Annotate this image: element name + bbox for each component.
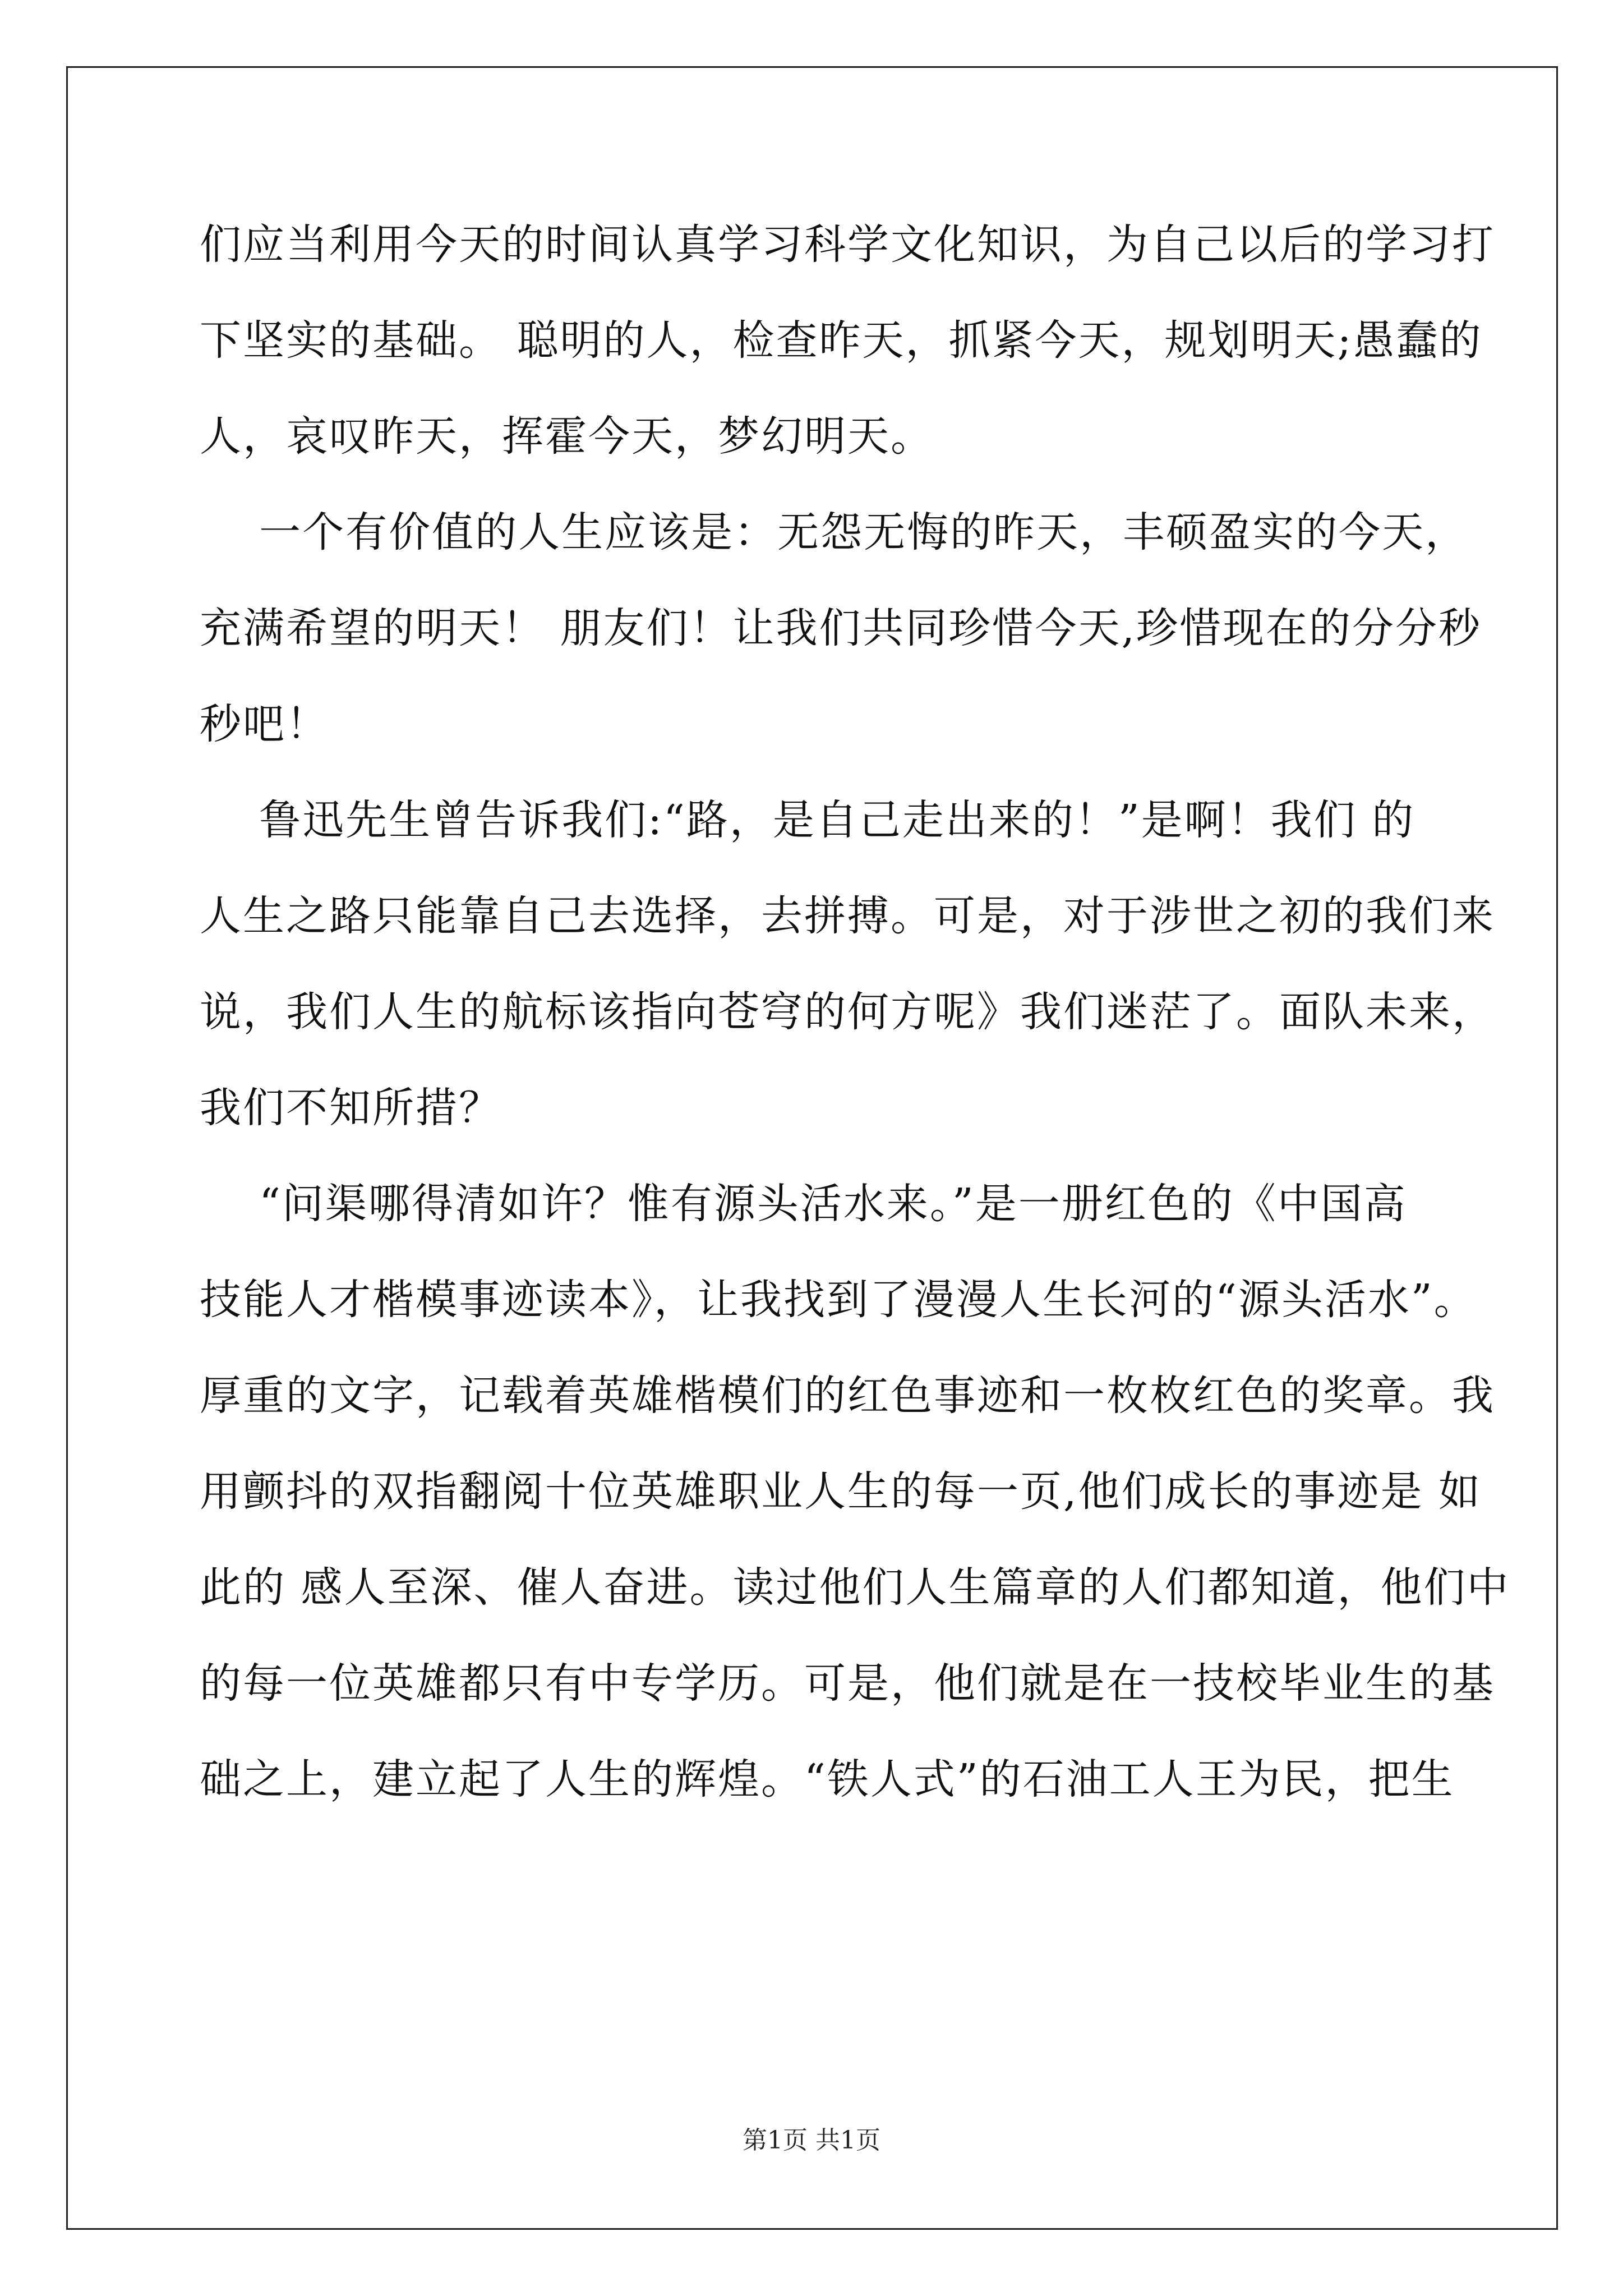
text-line: 的每一位英雄都只有中专学历。可是，他们就是在一技校毕业生的基 (200, 1659, 1495, 1708)
text-line: 们应当利用今天的时间认真学习科学文化知识，为自己以后的学习打 (200, 220, 1495, 269)
text-line: 一个有价值的人生应该是：无怨无悔的昨天，丰硕盈实的今天， (200, 508, 1469, 556)
page-border (66, 66, 1558, 2230)
text-line: 用颤抖的双指翻阅十位英雄职业人生的每一页,他们成长的事迹是 如 (200, 1467, 1482, 1516)
text-line: “问渠哪得清如许？惟有源头活水来。”是一册红色的《中国高 (200, 1180, 1407, 1228)
text-line: 说，我们人生的航标该指向苍穹的何方呢》我们迷茫了。面队未来， (200, 988, 1495, 1036)
page-number-footer: 第1页 共1页 (743, 2126, 880, 2155)
text-line: 厚重的文字，记载着英雄楷模们的红色事迹和一枚枚红色的奖章。我 (200, 1372, 1495, 1420)
text-line: 充满希望的明天！ 朋友们！让我们共同珍惜今天,珍惜现在的分分秒 (200, 604, 1482, 652)
text-line: 鲁迅先生曾告诉我们:“路，是自己走出来的！”是啊！我们 的 (200, 796, 1415, 844)
text-line: 此的 感人至深、催人奋进。读过他们人生篇章的人们都知道，他们中 (200, 1563, 1510, 1612)
text-line: 我们不知所措？ (200, 1084, 502, 1132)
text-line: 下坚实的基础。 聪明的人，检查昨天，抓紧今天，规划明天;愚蠢的 (200, 316, 1483, 365)
text-line: 人生之路只能靠自己去选择，去拼搏。可是，对于涉世之初的我们来 (200, 892, 1495, 940)
text-line: 秒吧！ (200, 700, 329, 748)
text-line: 技能人才楷模事迹读本》，让我找到了漫漫人生长河的“源头活水”。 (200, 1276, 1477, 1324)
text-line: 人，哀叹昨天，挥霍今天，梦幻明天。 (200, 412, 934, 461)
text-line: 础之上，建立起了人生的辉煌。“铁人式”的石油工人王为民，把生 (200, 1755, 1455, 1803)
